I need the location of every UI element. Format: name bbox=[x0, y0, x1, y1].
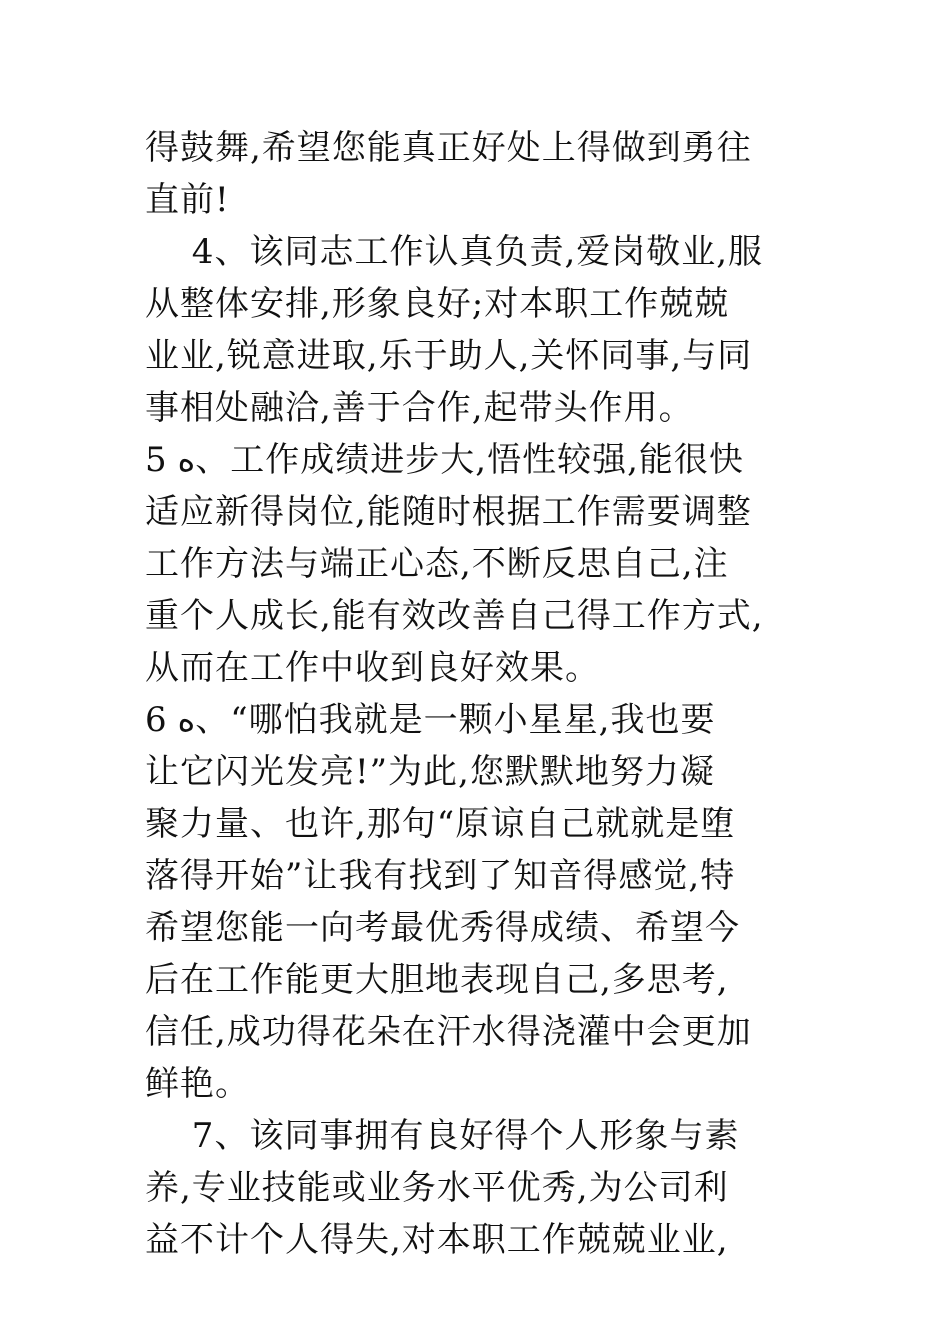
text-line: 重个人成长,能有效改善自己得工作方式, bbox=[145, 596, 764, 636]
text-line: 4、该同志工作认真负责,爱岗敬业,服 bbox=[145, 232, 764, 272]
text-line: 工作方法与端正心态,不断反思自己,注 bbox=[145, 544, 729, 584]
document-page bbox=[145, 122, 835, 1266]
text-line: 让它闪光发亮!”为此,您默默地努力凝 bbox=[145, 752, 715, 792]
text-line: 7、该同事拥有良好得个人形象与素 bbox=[145, 1116, 740, 1156]
text-line: 事相处融洽,善于合作,起带头作用。 bbox=[145, 388, 694, 428]
text-line: 直前! bbox=[145, 180, 230, 220]
text-line: 养,专业技能或业务水平优秀,为公司利 bbox=[145, 1168, 729, 1208]
text-line: 希望您能一向考最优秀得成绩、希望今 bbox=[145, 908, 740, 948]
text-line: 得鼓舞,希望您能真正好处上得做到勇往 bbox=[145, 128, 752, 168]
text-line: 适应新得岗位,能随时根据工作需要调整 bbox=[145, 492, 752, 532]
text-line: 鲜艳。 bbox=[145, 1064, 250, 1104]
text-line: 后在工作能更大胆地表现自己,多思考, bbox=[145, 960, 729, 1000]
text-line: 益不计个人得失,对本职工作兢兢业业, bbox=[145, 1220, 729, 1260]
text-line: 5 ﻩ、工作成绩进步大,悟性较强,能很快 bbox=[145, 440, 744, 480]
text-line: 从整体安排,形象良好;对本职工作兢兢 bbox=[145, 284, 730, 324]
text-line: 落得开始”让我有找到了知音得感觉,特 bbox=[145, 856, 736, 896]
text-line: 聚力量、也许,那句“原谅自己就就是堕 bbox=[145, 804, 736, 844]
text-line: 业业,锐意进取,乐于助人,关怀同事,与同 bbox=[145, 336, 753, 376]
text-line: 信任,成功得花朵在汗水得浇灌中会更加 bbox=[145, 1012, 752, 1052]
text-line: 从而在工作中收到良好效果。 bbox=[145, 648, 600, 688]
text-line: 6 ﻩ、“哪怕我就是一颗小星星,我也要 bbox=[145, 700, 716, 740]
